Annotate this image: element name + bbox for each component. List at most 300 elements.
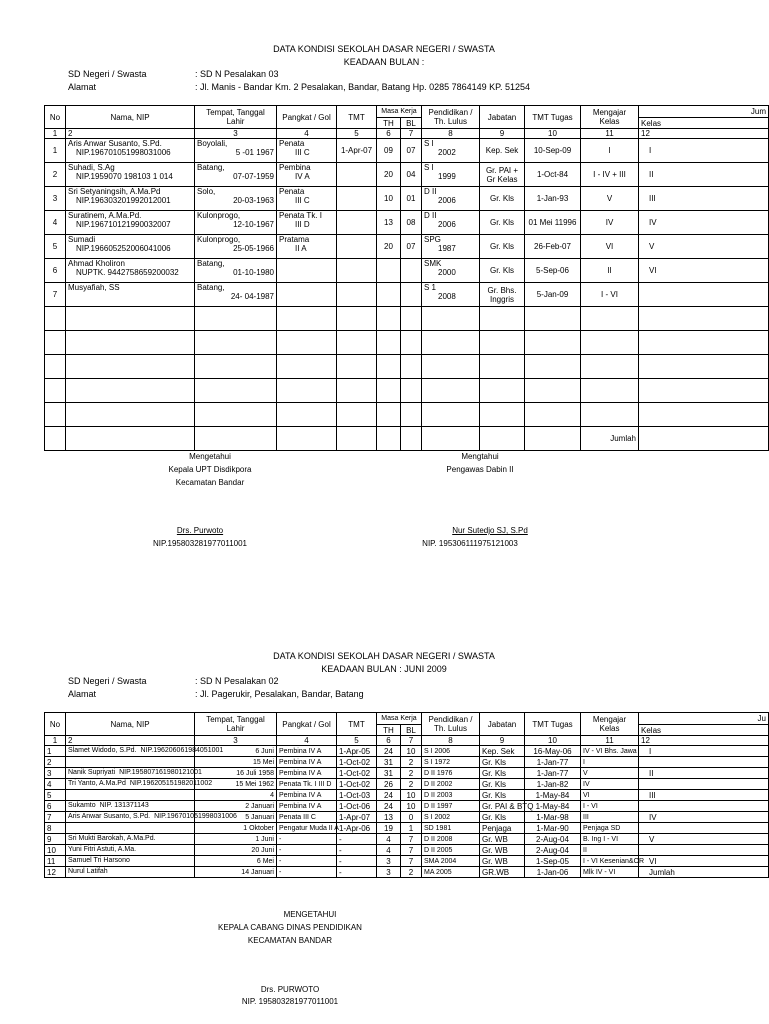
table-row	[45, 211, 769, 235]
header-masa-kerja: Masa Kerja	[377, 106, 422, 118]
cell-ttl: 16 Juli 1958	[195, 768, 277, 779]
cell-ttl: 5 Januari	[195, 812, 277, 823]
sign-nip: NIP. 195803281977011001	[241, 997, 339, 1006]
birth-place: Batang,	[197, 259, 225, 268]
cell-tmt	[337, 259, 377, 283]
cell-tmt-tugas: 16-May-06	[525, 746, 581, 757]
cell-pangkat	[277, 235, 337, 259]
empty-cell	[639, 403, 769, 427]
section2-teacher-table	[44, 712, 769, 878]
grade: II A	[295, 244, 307, 253]
cell-tmt-tugas: 1-Jan-82	[525, 779, 581, 790]
header-no: No	[45, 106, 66, 129]
sign-left-nip: NIP.195803281977011001	[152, 539, 248, 548]
cell-jabatan: Gr. WB	[480, 856, 525, 867]
empty-row	[45, 331, 769, 355]
birth-place: Boyolali,	[197, 139, 228, 148]
cell-bl: 07	[401, 139, 422, 163]
cell-tmt-tugas: 01 Mei 11996	[525, 211, 581, 235]
cell-mengajar: I	[581, 139, 639, 163]
cell-mengajar: III	[581, 812, 639, 823]
rank: Pratama	[279, 235, 310, 244]
sign-l1: MENGETAHUI	[283, 910, 337, 919]
cell-tmt-tugas: 1-Mar-90	[525, 823, 581, 834]
section1-address-value: : Jl. Manis - Bandar Km. 2 Pesalakan, Bandar, Batang Hp. 0285 7864149 KP. 51254	[195, 82, 531, 92]
cell-nama-nip	[66, 235, 195, 259]
table-row	[45, 235, 769, 259]
cell-bl: 7	[401, 845, 422, 856]
sign-l2: KEPALA CABANG DINAS PENDIDIKAN	[218, 923, 362, 932]
empty-cell	[337, 331, 377, 355]
empty-cell	[401, 427, 422, 451]
cell-pangkat: Pembina IV A	[277, 757, 337, 768]
cell-kelas: IV	[639, 211, 769, 235]
cell-bl	[401, 259, 422, 283]
jumlah-row	[45, 427, 769, 451]
empty-cell	[45, 379, 66, 403]
cell-mengajar: I - VI	[581, 283, 639, 307]
header-tmt-tugas: TMT Tugas	[525, 713, 581, 736]
teacher-name: Tri Yanto, A.Ma.Pd	[68, 780, 126, 787]
column-number: 9	[480, 736, 525, 746]
cell-no: 3	[45, 187, 66, 211]
empty-cell	[525, 403, 581, 427]
cell-mengajar: IV	[581, 211, 639, 235]
empty-cell	[66, 307, 195, 331]
cell-pendidikan: S I 2002	[422, 812, 480, 823]
cell-tmt-tugas: 1-Oct-84	[525, 163, 581, 187]
cell-pangkat: -	[277, 834, 337, 845]
column-number: 7	[401, 129, 422, 139]
jumlah-label: Jumlah	[581, 427, 639, 451]
empty-cell	[377, 355, 401, 379]
cell-nama-nip	[66, 757, 195, 768]
cell-ttl: 6 Mei	[195, 856, 277, 867]
column-number: 12	[639, 736, 769, 746]
cell-kelas: V	[639, 834, 769, 845]
cell-pendidikan	[422, 259, 480, 283]
cell-tmt-tugas: 1-Mar-98	[525, 812, 581, 823]
empty-cell	[480, 403, 525, 427]
column-number: 1	[45, 736, 66, 746]
rank: Penata	[279, 139, 305, 148]
table-row	[45, 856, 769, 867]
cell-th: 10	[377, 187, 401, 211]
cell-nama-nip	[66, 790, 195, 801]
education: SMK	[424, 259, 442, 268]
cell-jabatan: Gr. Kls	[480, 812, 525, 823]
column-number: 3	[195, 129, 277, 139]
empty-cell	[277, 331, 337, 355]
header-pendidikan: Pendidikan / Th. Lulus	[422, 713, 480, 736]
cell-nama-nip	[66, 211, 195, 235]
header-jabatan: Jabatan	[480, 106, 525, 129]
cell-pendidikan: D II 2002	[422, 779, 480, 790]
graduation-year: 2002	[438, 148, 456, 157]
cell-ttl	[195, 235, 277, 259]
cell-mengajar: B. Ing I - VI	[581, 834, 639, 845]
cell-tmt: -	[337, 834, 377, 845]
empty-cell	[422, 427, 480, 451]
cell-no: 4	[45, 211, 66, 235]
section1-school-value: : SD N Pesalakan 03	[195, 69, 279, 79]
cell-tmt-tugas: 1-Jan-77	[525, 768, 581, 779]
education: S I	[424, 163, 434, 172]
cell-pendidikan: D II 2008	[422, 834, 480, 845]
cell-pangkat	[277, 139, 337, 163]
teacher-nip: NUPTK. 9442758659200032	[76, 268, 179, 277]
cell-th: 20	[377, 163, 401, 187]
cell-no: 1	[45, 139, 66, 163]
cell-th	[377, 259, 401, 283]
empty-cell	[277, 379, 337, 403]
education: S 1	[424, 283, 437, 292]
education: SPG	[424, 235, 441, 244]
sign-right-name: Nur Sutedjo SJ, S.Pd	[452, 526, 528, 535]
cell-pangkat: -	[277, 845, 337, 856]
cell-jabatan: Gr. PAI + Gr Kelas	[480, 163, 525, 187]
empty-cell	[525, 307, 581, 331]
cell-pendidikan: S I 2006	[422, 746, 480, 757]
cell-pendidikan	[422, 139, 480, 163]
section2-school-label: SD Negeri / Swasta	[68, 676, 147, 686]
cell-no: 10	[45, 845, 66, 856]
empty-cell	[337, 427, 377, 451]
empty-cell	[525, 427, 581, 451]
graduation-year: 1987	[438, 244, 456, 253]
empty-cell	[422, 403, 480, 427]
header-jumlah: Ju	[639, 713, 769, 725]
cell-bl: 10	[401, 746, 422, 757]
header-tmt: TMT	[337, 713, 377, 736]
column-number: 11	[581, 129, 639, 139]
empty-cell	[195, 331, 277, 355]
cell-th	[377, 283, 401, 307]
birth-place: Batang,	[197, 283, 225, 292]
section2-address-label: Alamat	[68, 689, 97, 699]
cell-th: 13	[377, 812, 401, 823]
empty-cell	[401, 403, 422, 427]
empty-cell	[377, 307, 401, 331]
empty-cell	[277, 427, 337, 451]
cell-pangkat	[277, 211, 337, 235]
empty-cell	[377, 427, 401, 451]
empty-cell	[337, 403, 377, 427]
empty-cell	[480, 427, 525, 451]
column-number: 6	[377, 129, 401, 139]
empty-cell	[337, 355, 377, 379]
cell-tmt-tugas: 5-Jan-09	[525, 283, 581, 307]
cell-mengajar: I - IV + III	[581, 163, 639, 187]
cell-bl: 10	[401, 801, 422, 812]
empty-cell	[277, 403, 337, 427]
cell-pangkat	[277, 283, 337, 307]
grade: III C	[295, 148, 310, 157]
cell-ttl: 15 Mei	[195, 757, 277, 768]
empty-cell	[45, 355, 66, 379]
cell-kelas: VI	[639, 259, 769, 283]
teacher-nip: NIP.196206061984051001	[140, 747, 224, 754]
cell-tmt: 1-Oct-02	[337, 779, 377, 790]
empty-cell	[66, 379, 195, 403]
cell-ttl: 1 Juni	[195, 834, 277, 845]
cell-mengajar: I - VI	[581, 801, 639, 812]
empty-cell	[66, 355, 195, 379]
cell-pangkat: Pembina IV A	[277, 801, 337, 812]
cell-mengajar: I - VI Kesenian&OR	[581, 856, 639, 867]
header-nama: Nama, NIP	[66, 106, 195, 129]
cell-bl: 07	[401, 235, 422, 259]
cell-tmt-tugas: 10-Sep-09	[525, 139, 581, 163]
cell-nama-nip	[66, 139, 195, 163]
teacher-name: Nanik Supriyati	[68, 769, 116, 776]
cell-nama-nip	[66, 746, 224, 757]
cell-ttl: 6 Juni	[195, 746, 277, 757]
cell-jabatan: Gr. Kls	[480, 211, 525, 235]
cell-pendidikan: SMA 2004	[422, 856, 480, 867]
cell-bl: 0	[401, 812, 422, 823]
cell-nama-nip	[66, 779, 213, 790]
cell-tmt	[337, 211, 377, 235]
table-row	[45, 259, 769, 283]
table-row	[45, 823, 769, 834]
teacher-nip: NIP.196710121990032007	[76, 220, 171, 229]
cell-ttl	[195, 139, 277, 163]
cell-nama-nip	[66, 187, 195, 211]
table-row	[45, 768, 769, 779]
table-row	[45, 845, 769, 856]
cell-pangkat: Pengatur Muda II A	[277, 823, 337, 834]
cell-nama-nip	[66, 845, 195, 856]
teacher-name: Slamet Widodo, S.Pd.	[68, 747, 137, 754]
column-number: 8	[422, 736, 480, 746]
empty-cell	[195, 379, 277, 403]
rank: Penata Tk. I	[279, 211, 322, 220]
cell-tmt: -	[337, 845, 377, 856]
cell-nama-nip	[66, 768, 202, 779]
teacher-name: Ahmad Kholiron	[68, 259, 125, 268]
cell-pangkat: Penata Tk. I III D	[277, 779, 337, 790]
cell-th: 20	[377, 235, 401, 259]
cell-bl: 04	[401, 163, 422, 187]
teacher-name: Aris Anwar Susanto, S.Pd.	[68, 813, 151, 820]
teacher-name: Sri Setyaningsih, A.Ma.Pd	[68, 187, 161, 196]
table-row	[45, 746, 769, 757]
section2-period: KEADAAN BULAN : JUNI 2009	[321, 664, 447, 674]
cell-pangkat: Pembina IV A	[277, 746, 337, 757]
empty-cell	[525, 379, 581, 403]
cell-jabatan: Gr. Kls	[480, 768, 525, 779]
cell-mengajar: VI	[581, 790, 639, 801]
empty-cell	[377, 403, 401, 427]
cell-pendidikan: D II 1976	[422, 768, 480, 779]
cell-ttl: 2 Januari	[195, 801, 277, 812]
teacher-nip: NIP.1959070 198103 1 014	[76, 172, 173, 181]
empty-cell	[195, 403, 277, 427]
graduation-year: 2006	[438, 220, 456, 229]
rank: Pembina	[279, 163, 311, 172]
cell-pangkat: Pembina IV A	[277, 790, 337, 801]
cell-kelas: IV	[639, 812, 769, 823]
table-row	[45, 187, 769, 211]
cell-pendidikan	[422, 283, 480, 307]
cell-nama-nip	[66, 834, 195, 845]
teacher-name: Yuni Fitri Astuti, A.Ma.	[68, 846, 137, 853]
teacher-nip: NIP.196205151982011002	[129, 780, 213, 787]
cell-mengajar: IV - VI Bhs. Jawa	[581, 746, 639, 757]
empty-cell	[639, 307, 769, 331]
cell-tmt-tugas: 26-Feb-07	[525, 235, 581, 259]
empty-cell	[277, 307, 337, 331]
grade: III C	[295, 196, 310, 205]
column-number: 11	[581, 736, 639, 746]
empty-cell	[480, 331, 525, 355]
cell-no: 3	[45, 768, 66, 779]
cell-pendidikan: MA 2005	[422, 867, 480, 878]
cell-tmt	[337, 163, 377, 187]
section2-school-value: : SD N Pesalakan 02	[195, 676, 279, 686]
cell-pangkat: Penata III C	[277, 812, 337, 823]
empty-row	[45, 403, 769, 427]
cell-pangkat: -	[277, 867, 337, 878]
cell-kelas	[639, 801, 769, 812]
cell-th: 19	[377, 823, 401, 834]
teacher-nip: NIP.196605252006041006	[76, 244, 171, 253]
empty-row	[45, 355, 769, 379]
cell-tmt-tugas: 1-Sep-05	[525, 856, 581, 867]
cell-pendidikan	[422, 235, 480, 259]
cell-mengajar: V	[581, 768, 639, 779]
section1-teacher-table	[44, 105, 769, 451]
cell-tmt: 1-Apr-07	[337, 139, 377, 163]
cell-jabatan: Gr. Kls	[480, 235, 525, 259]
cell-th: 26	[377, 779, 401, 790]
cell-nama-nip	[66, 867, 195, 878]
cell-ttl	[195, 211, 277, 235]
cell-tmt: 1-Apr-05	[337, 746, 377, 757]
sign-left-l2: Kepala UPT Disdikpora	[168, 465, 252, 474]
cell-tmt: 1-Oct-02	[337, 768, 377, 779]
cell-bl: 2	[401, 768, 422, 779]
cell-pendidikan: S I 1972	[422, 757, 480, 768]
column-number: 5	[337, 129, 377, 139]
grade: IV A	[295, 172, 310, 181]
cell-tmt	[337, 283, 377, 307]
cell-no: 12	[45, 867, 66, 878]
cell-no: 4	[45, 779, 66, 790]
birth-place: Solo,	[197, 187, 216, 196]
table-row	[45, 779, 769, 790]
grade: III D	[295, 220, 310, 229]
cell-th: 3	[377, 856, 401, 867]
cell-kelas	[639, 779, 769, 790]
cell-th: 13	[377, 211, 401, 235]
cell-no: 9	[45, 834, 66, 845]
sign-name: Drs. PURWOTO	[260, 985, 320, 994]
cell-mengajar: II	[581, 259, 639, 283]
sign-l3: KECAMATAN BANDAR	[247, 936, 333, 945]
cell-kelas	[639, 283, 769, 307]
cell-tmt-tugas: 1-May-84	[525, 790, 581, 801]
cell-jabatan: Gr. WB	[480, 834, 525, 845]
empty-cell	[639, 331, 769, 355]
sign-right-l2: Pengawas Dabin II	[446, 465, 514, 474]
cell-mengajar: Penjaga SD	[581, 823, 639, 834]
header-masa-kerja: Masa Kerja	[377, 713, 422, 725]
section1-school-label: SD Negeri / Swasta	[68, 69, 147, 79]
table-row	[45, 790, 769, 801]
cell-tmt: 1-Apr-06	[337, 823, 377, 834]
header-pangkat: Pangkat / Gol	[277, 106, 337, 129]
column-number: 12	[639, 129, 769, 139]
birth-date: 01-10-1980	[233, 268, 274, 277]
cell-mengajar: Mlk IV - VI	[581, 867, 639, 878]
cell-no: 5	[45, 790, 66, 801]
cell-no: 2	[45, 757, 66, 768]
cell-jabatan: Penjaga	[480, 823, 525, 834]
cell-no: 7	[45, 283, 66, 307]
cell-th: 3	[377, 867, 401, 878]
cell-bl: 08	[401, 211, 422, 235]
cell-ttl: 20 Juni	[195, 845, 277, 856]
cell-mengajar: VI	[581, 235, 639, 259]
empty-cell	[401, 379, 422, 403]
cell-pangkat	[277, 187, 337, 211]
empty-cell	[581, 403, 639, 427]
cell-pendidikan: SD 1981	[422, 823, 480, 834]
empty-cell	[422, 355, 480, 379]
header-mengajar: Mengajar Kelas	[581, 713, 639, 736]
birth-date: 25-05-1966	[233, 244, 274, 253]
cell-kelas	[639, 845, 769, 856]
birth-date: 07-07-1959	[233, 172, 274, 181]
column-number: 1	[45, 129, 66, 139]
cell-ttl	[195, 187, 277, 211]
cell-kelas: I	[639, 746, 769, 757]
cell-kelas: I	[639, 139, 769, 163]
header-th: TH	[377, 725, 401, 736]
header-jabatan: Jabatan	[480, 713, 525, 736]
cell-bl: 2	[401, 757, 422, 768]
header-nama: Nama, NIP	[66, 713, 195, 736]
birth-place: Kulonprogo,	[197, 235, 241, 244]
education: D II	[424, 187, 437, 196]
table-row	[45, 163, 769, 187]
cell-pendidikan: D II 2005	[422, 845, 480, 856]
sign-right-nip: NIP. 195306111975121003	[422, 539, 518, 548]
cell-tmt: -	[337, 867, 377, 878]
cell-kelas	[639, 823, 769, 834]
cell-tmt	[337, 187, 377, 211]
cell-mengajar: I	[581, 757, 639, 768]
cell-tmt-tugas: 2-Aug-04	[525, 845, 581, 856]
empty-cell	[401, 355, 422, 379]
birth-date: 20-03-1963	[233, 196, 274, 205]
empty-cell	[195, 307, 277, 331]
cell-th: 24	[377, 790, 401, 801]
empty-cell	[401, 331, 422, 355]
teacher-nip: NIP.196701051998031006	[154, 813, 237, 820]
cell-th: 4	[377, 834, 401, 845]
cell-bl: 7	[401, 834, 422, 845]
header-pendidikan: Pendidikan / Th. Lulus	[422, 106, 480, 129]
empty-cell	[66, 331, 195, 355]
cell-bl: 10	[401, 790, 422, 801]
column-number: 7	[401, 736, 422, 746]
header-bl: BL	[401, 118, 422, 129]
column-number-row	[45, 736, 769, 746]
empty-cell	[45, 331, 66, 355]
